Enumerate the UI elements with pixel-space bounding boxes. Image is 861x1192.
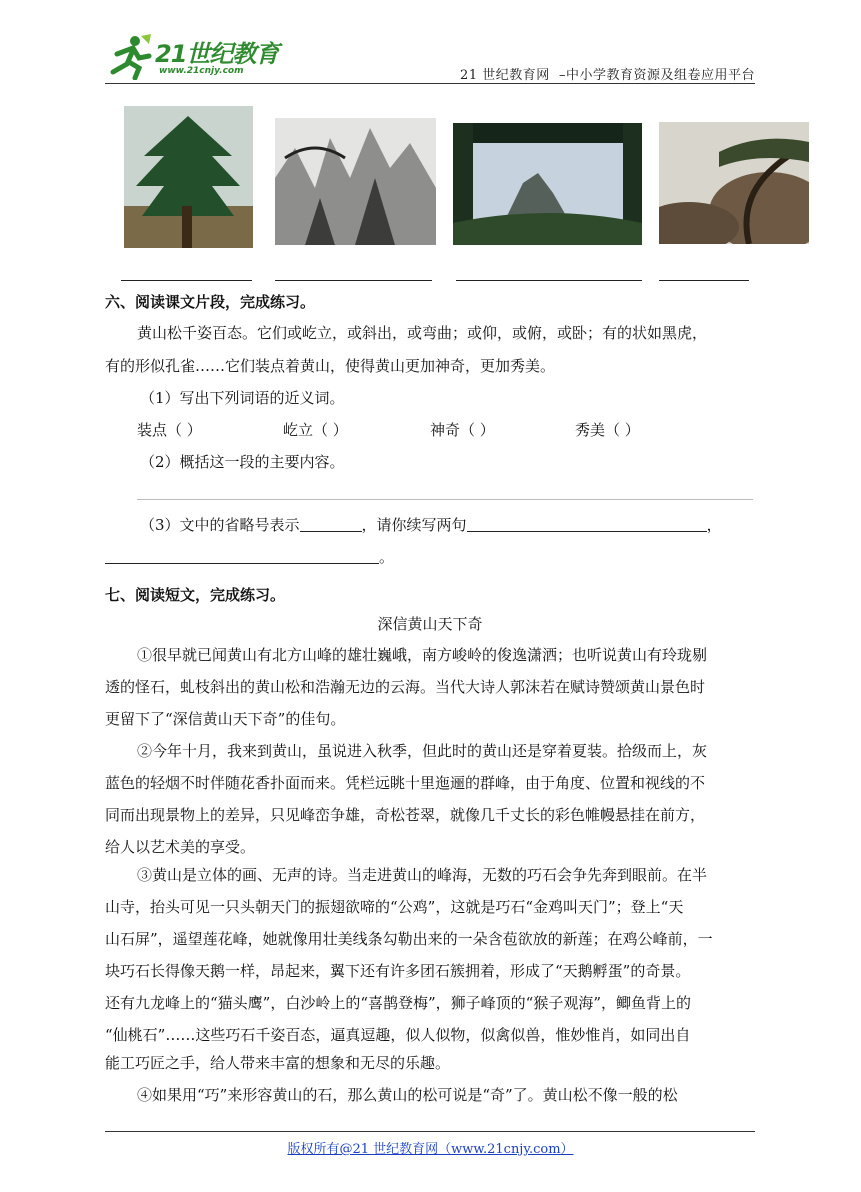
site-title: 21 世纪教育网 –中小学教育资源及组卷应用平台: [460, 68, 755, 83]
article-line: 透的怪石，虬枝斜出的黄山松和浩瀚无边的云海。当代大诗人郭沫若在赋诗赞颂黄山景色时: [105, 678, 706, 696]
logo-text: 21世纪教育: [155, 40, 279, 68]
article-line: 山石屏”，遥望莲花峰，她就像用壮美线条勾勒出来的一朵含苞欲放的新莲；在鸡公峰前，一: [105, 930, 713, 948]
article-line: 山寺，抬头可见一只头朝天门的振翅欲啼的“公鸡”，这就是巧石“金鸡叫天门”；登上“天: [105, 898, 684, 916]
answer-blank-3[interactable]: [456, 280, 642, 281]
photo-pine-tree: [124, 106, 253, 248]
q3-blank-3[interactable]: [105, 549, 379, 564]
logo-url: www.21cnjy.com: [159, 66, 244, 76]
article-line: 蓝色的轻烟不时伴随花香扑面而来。凭栏远眺十里迤逦的群峰，由于角度、位置和视线的不: [105, 774, 706, 792]
photo-cliff-pine: [453, 123, 642, 245]
article-line: 同而出现景物上的差异，只见峰峦争雄，奇松苍翠，就像几千丈长的彩色帷幔悬挂在前方，: [105, 806, 706, 824]
article-line: ③黄山是立体的画、无声的诗。当走进黄山的峰海，无数的巧石会争先奔到眼前。在半: [137, 866, 708, 884]
answer-blank-4[interactable]: [659, 280, 749, 281]
site-logo: [105, 32, 285, 80]
word-shenqi: 神奇（ ）: [430, 421, 495, 439]
page-header: [105, 28, 755, 86]
article-line: 还有九龙峰上的“猫头鹰”，白沙岭上的“喜鹊登梅”，狮子峰顶的“猴子观海”，鲫鱼背上的: [105, 994, 692, 1012]
article-line: “仙桃石”……这些巧石千姿百态，逼真逗趣，似人似物，似禽似兽，惟妙惟肖，如同出自: [105, 1026, 691, 1044]
article-line: 更留下了“深信黄山天下奇”的佳句。: [105, 710, 346, 728]
answer-blank-1[interactable]: [121, 280, 252, 281]
photo-ink-painting: [275, 118, 436, 245]
question-3: [140, 515, 755, 535]
section7-title: 七、阅读短文，完成练习。: [105, 586, 286, 604]
article-line: ④如果用“巧”来形容黄山的石，那么黄山的松可说是“奇”了。黄山松不像一般的松: [137, 1086, 678, 1104]
article-line: 给人以艺术美的享受。: [105, 838, 256, 856]
article-line: ①很早就已闻黄山有北方山峰的雄壮巍峨，南方峻岭的俊逸潇洒；也听说黄山有玲珑剔: [137, 646, 708, 664]
section6-title: 六、阅读课文片段，完成练习。: [105, 293, 316, 311]
q3-blank-1[interactable]: [300, 517, 362, 532]
answer-blank-2[interactable]: [275, 280, 432, 281]
q3-text-c: ，: [706, 516, 722, 534]
q3-text-b: ，请你续写两句: [361, 516, 467, 534]
answer-line-q2[interactable]: [137, 499, 753, 500]
article-title: 深信黄山天下奇: [377, 615, 483, 633]
article-line: ②今年十月，我来到黄山，虽说进入秋季，但此时的黄山还是穿着夏装。拾级而上，灰: [137, 742, 708, 760]
word-xiumei: 秀美（ ）: [575, 421, 640, 439]
passage-line: 有的形似孔雀……它们装点着黄山，使得黄山更加神奇，更加秀美。: [105, 357, 556, 375]
article-line: 块巧石长得像天鹅一样，昂起来，翼下还有许多团石簇拥着，形成了“天鹅孵蛋”的奇景。: [105, 962, 691, 980]
passage-line: 黄山松千姿百态。它们或屹立，或斜出，或弯曲；或仰，或俯，或卧；有的状如黑虎，: [137, 324, 708, 342]
q3-end: 。: [379, 548, 395, 566]
runner-logo-icon: [105, 32, 155, 80]
question-1: （1）写出下列词语的近义词。: [140, 389, 345, 407]
photo-pine-on-rock: [659, 122, 809, 244]
word-zhuangdian: 装点（ ）: [137, 421, 202, 439]
q3-blank-2[interactable]: [467, 517, 707, 532]
header-divider: [105, 83, 755, 84]
q3-text-a: （3）文中的省略号表示: [140, 516, 300, 534]
footer-copyright-link[interactable]: 版权所有@21 世纪教育网（www.21cnjy.com）: [287, 1142, 574, 1157]
footer-divider: [105, 1131, 755, 1132]
question-2: （2）概括这一段的主要内容。: [140, 453, 345, 471]
article-line: 能工巧匠之手，给人带来丰富的想象和无尽的乐趣。: [105, 1054, 451, 1072]
question-3-cont: [105, 547, 755, 567]
word-yili: 屹立（ ）: [283, 421, 348, 439]
